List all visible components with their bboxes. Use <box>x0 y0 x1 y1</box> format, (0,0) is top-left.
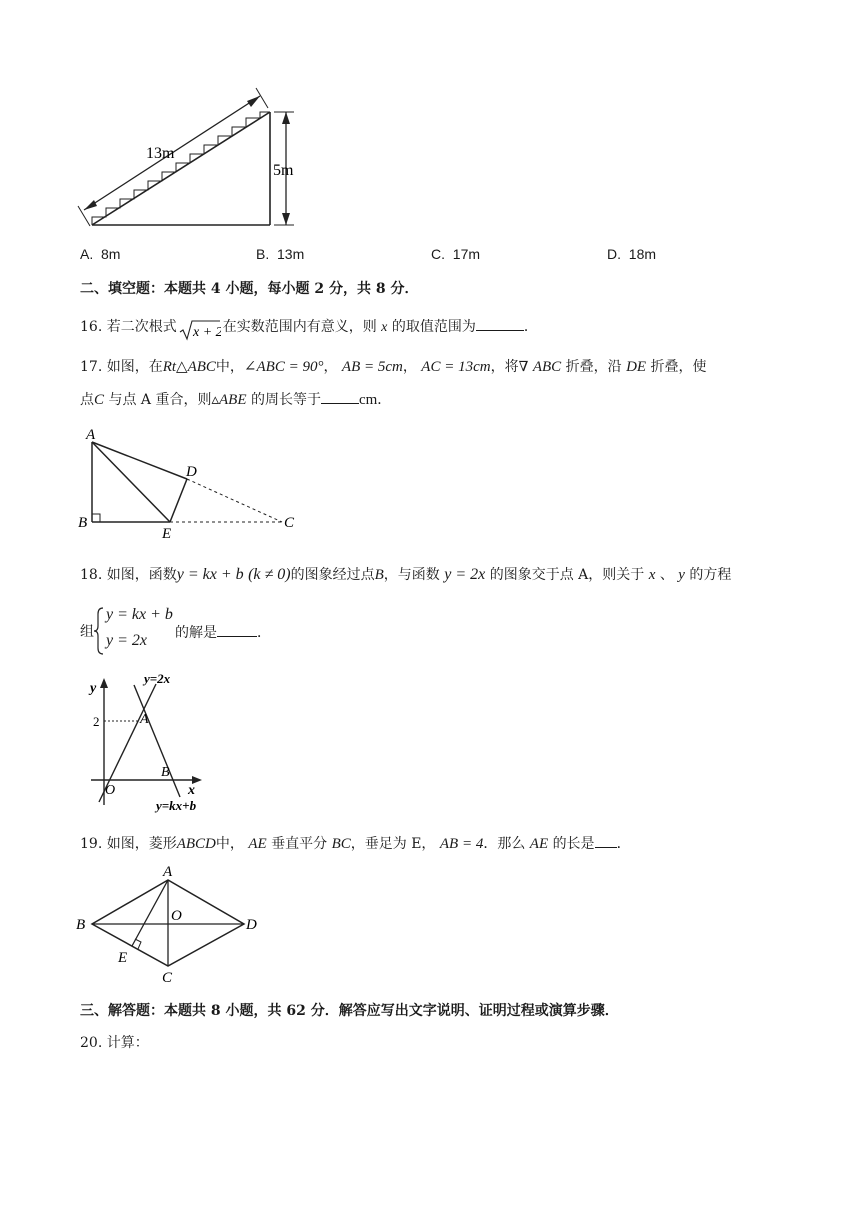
q17-text: 的周长等于 <box>250 392 321 408</box>
rt-triangle-abc: Rt△ABC <box>162 359 216 375</box>
function-2x: y = 2x <box>444 566 486 583</box>
question-number: 19. <box>80 836 103 852</box>
q17-text: 点 <box>80 392 94 408</box>
q19-text: 的长是 <box>552 836 595 852</box>
q19-text: 如图，菱形 <box>106 836 177 852</box>
q17-text: ， <box>402 359 417 375</box>
option-value: 18m <box>628 246 657 262</box>
q19-text: 中， <box>215 836 244 852</box>
tick-2-label: 2 <box>93 714 100 729</box>
segment-de: DE <box>626 359 647 375</box>
q20-text: 计算： <box>106 1035 149 1051</box>
q18-text: 如图，函数 <box>106 567 177 583</box>
q18-graph-figure <box>86 670 236 815</box>
equation-system-brace <box>93 606 105 656</box>
q18-text: ，与函数 <box>383 567 440 583</box>
point-c-label: C <box>162 970 173 986</box>
label-5m: 5m <box>273 162 294 179</box>
question-17-line-1 <box>80 357 707 377</box>
label-13m: 13m <box>146 145 175 162</box>
point-b-label: B <box>78 515 88 531</box>
segment-ae: AE <box>248 836 267 852</box>
q17-text: 折叠，使 <box>650 359 707 375</box>
var-x: x <box>648 567 656 583</box>
q16-text-2: 在实数范围内有意义，则 <box>222 319 377 335</box>
option-letter: B. <box>256 246 270 262</box>
point-b-label: B <box>76 917 86 933</box>
q16-text-1: 若二次根式 <box>106 319 177 335</box>
q17-text: ，将∇ <box>490 359 529 375</box>
option-value: 17m <box>452 246 481 262</box>
point-d-label: D <box>186 464 197 480</box>
question-number: 16. <box>80 319 103 335</box>
triangle-abe: ▵ABE <box>211 392 247 408</box>
rhombus-abcd: ABCD <box>176 836 216 852</box>
option-letter: C. <box>431 246 445 262</box>
section-2-heading: 二、填空题：本题共 4 小题，每小题 2 分，共 8 分． <box>80 281 419 297</box>
origin-label: O <box>105 783 116 798</box>
point-a-label: A <box>86 427 96 443</box>
segment-bc: BC <box>331 836 351 852</box>
angle-abc: ∠ABC = 90° <box>243 359 324 375</box>
option-value: 13m <box>277 246 305 262</box>
q18-text: 组 <box>80 624 94 640</box>
option-a[interactable] <box>80 246 120 262</box>
period: ． <box>377 392 392 408</box>
q18-text: 的图象交于点 A，则关于 <box>489 567 645 583</box>
q17-text: 如图，在 <box>106 359 163 375</box>
unit-cm: cm <box>358 392 378 408</box>
equation-1: y = kx + b <box>106 606 173 623</box>
section-3-heading: 三、解答题：本题共 8 小题，共 62 分．解答应写出文字说明、证明过程或演算步骤． <box>80 1003 619 1019</box>
point-b-label: B <box>161 765 170 780</box>
function-kx-b: y = kx + b <box>176 566 244 583</box>
option-letter: D. <box>607 246 621 262</box>
line-kxb-label: y=kx+b <box>156 798 197 813</box>
ab-equals-4: AB = 4 <box>439 836 484 852</box>
line-2x-label: y=2x <box>144 671 171 686</box>
ac-length: AC = 13cm <box>421 359 491 375</box>
var-x: x <box>381 320 388 335</box>
question-number: 17. <box>80 359 103 375</box>
q17-triangle-figure <box>76 424 306 544</box>
ab-length: AB = 5cm <box>341 359 403 375</box>
q16-text-3: 的取值范围为 <box>391 319 476 335</box>
q17-text: 折叠，沿 <box>565 359 622 375</box>
rhombus-figure <box>74 862 274 987</box>
point-e-label: E <box>162 526 172 542</box>
answer-blank[interactable] <box>476 316 524 331</box>
question-19 <box>80 833 631 854</box>
question-18-line-2 <box>80 622 94 642</box>
option-b[interactable] <box>256 246 304 262</box>
answer-blank[interactable] <box>595 833 617 848</box>
sqrt-expression <box>179 319 221 341</box>
option-letter: A. <box>80 246 94 262</box>
point-a-label: A <box>163 864 173 880</box>
point-d-label: D <box>246 917 257 933</box>
q18-text: 、 <box>659 567 674 583</box>
question-18-line-2b <box>175 622 271 643</box>
question-18-line-1 <box>80 565 731 585</box>
q17-text: 与点 A 重合，则 <box>108 392 212 408</box>
triangle-abc: ABC <box>532 359 562 375</box>
answer-blank[interactable] <box>217 622 257 637</box>
equation-2: y = 2x <box>106 632 147 649</box>
question-20 <box>80 1033 149 1053</box>
period: ． <box>616 836 631 852</box>
period: ． <box>257 625 271 641</box>
point-o-label: O <box>171 908 182 924</box>
point-c: C <box>94 392 105 408</box>
staircase-figure <box>70 80 310 240</box>
question-16 <box>80 316 538 341</box>
q18-text: 的解是 <box>175 625 217 641</box>
radicand: x + 2 <box>192 325 221 340</box>
point-e-label: E <box>118 950 128 966</box>
x-axis-label: x <box>188 783 195 798</box>
q17-text: ， <box>323 359 338 375</box>
question-number: 18. <box>80 567 103 583</box>
option-value: 8m <box>101 246 121 262</box>
question-17-line-2 <box>80 389 391 410</box>
period: ． <box>523 319 538 335</box>
answer-blank[interactable] <box>321 389 359 404</box>
q18-text: 的图象经过点 <box>290 567 375 583</box>
q19-text: ．那么 <box>483 836 526 852</box>
condition-k: (k ≠ 0) <box>248 566 291 583</box>
y-axis-label: y <box>90 681 97 696</box>
question-number: 20. <box>80 1035 103 1051</box>
point-c-label: C <box>284 515 295 531</box>
option-c[interactable] <box>431 246 480 262</box>
q19-text: 垂直平分 <box>271 836 328 852</box>
q17-text: 中， <box>215 359 244 375</box>
var-y: y <box>678 567 685 583</box>
option-d[interactable] <box>607 246 656 262</box>
q19-text: ，垂足为 E， <box>350 836 436 852</box>
point-a-label: A <box>140 712 149 727</box>
point-b: B <box>374 567 384 583</box>
segment-ae: AE <box>529 836 549 852</box>
q18-text: 的方程 <box>689 567 732 583</box>
